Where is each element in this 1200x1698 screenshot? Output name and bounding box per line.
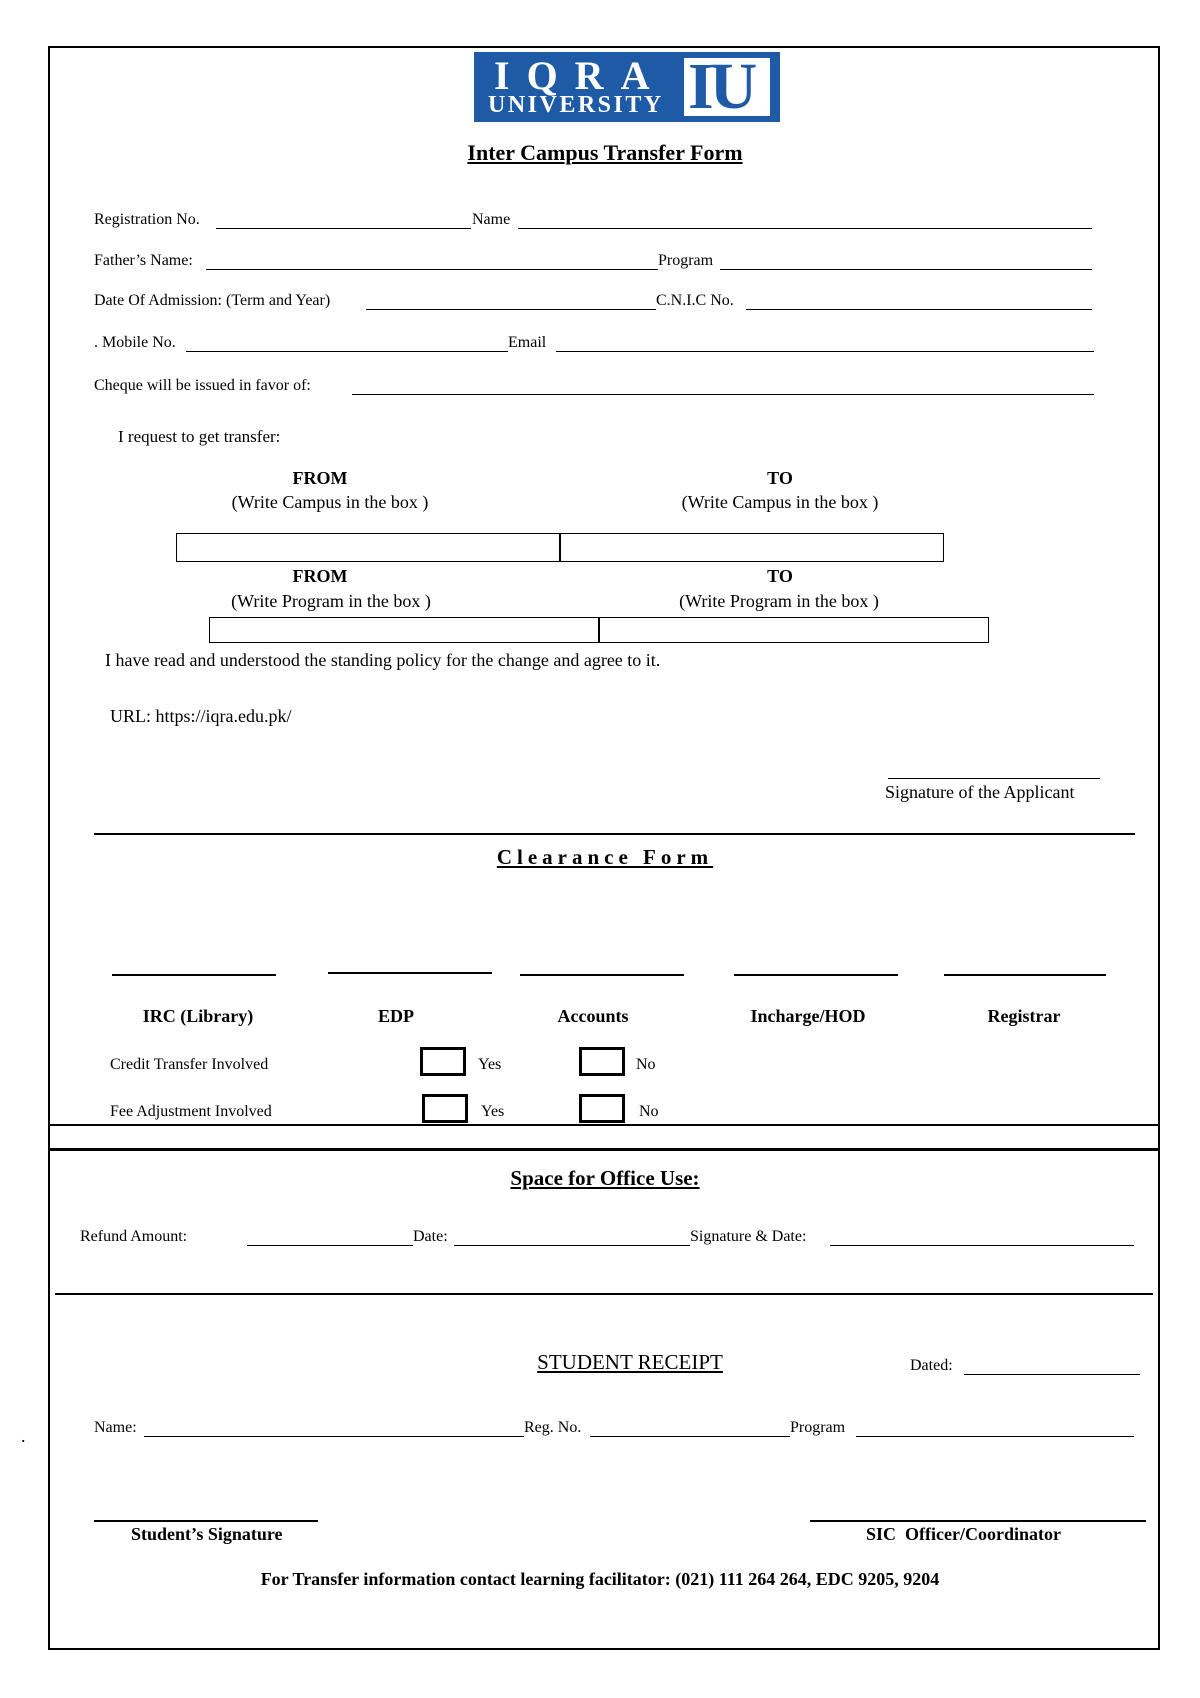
receipt-reg-no-label: Reg. No.	[524, 1419, 582, 1436]
dept-registrar: Registrar	[987, 1006, 1061, 1026]
footer-contact-info: For Transfer information contact learning facilitator: (021) 111 264 264, EDC 9205, 9204	[260, 1569, 940, 1589]
receipt-name-input[interactable]	[144, 1418, 524, 1437]
applicant-signature-line[interactable]	[888, 760, 1100, 779]
program-from-label: FROM	[292, 566, 348, 586]
office-use-divider	[55, 1293, 1153, 1295]
input-program[interactable]	[720, 251, 1092, 270]
registrar-signature-line[interactable]	[944, 974, 1106, 976]
edp-signature-line[interactable]	[328, 972, 492, 974]
input-cnic-no[interactable]	[746, 291, 1092, 310]
sic-officer-label: SIC Officer/Coordinator	[866, 1524, 1061, 1544]
label-mobile-no: . Mobile No.	[94, 334, 176, 351]
receipt-program-label: Program	[790, 1419, 846, 1436]
receipt-dated-label: Dated:	[910, 1357, 953, 1374]
program-to-hint: (Write Program in the box )	[679, 591, 879, 611]
receipt-reg-no-input[interactable]	[590, 1418, 790, 1437]
input-date-of-admission[interactable]	[366, 291, 656, 310]
logo-mark-text: IU	[688, 50, 754, 123]
label-name: Name	[472, 211, 511, 228]
logo-text-university: UNIVERSITY	[488, 92, 664, 118]
section-divider-bottom	[48, 1148, 1160, 1151]
input-registration-no[interactable]	[216, 210, 471, 229]
student-signature-line[interactable]	[94, 1520, 318, 1522]
refund-amount-label: Refund Amount:	[80, 1228, 188, 1245]
refund-amount-input[interactable]	[247, 1227, 413, 1246]
clearance-divider	[94, 833, 1135, 835]
applicant-signature-label: Signature of the Applicant	[885, 782, 1075, 802]
accounts-signature-line[interactable]	[520, 974, 684, 976]
transfer-request-text: I request to get transfer:	[118, 427, 281, 446]
campus-from-hint: (Write Campus in the box )	[231, 492, 429, 512]
side-mark: .	[21, 1426, 26, 1446]
label-registration-no: Registration No.	[94, 211, 200, 228]
credit-transfer-no-label: No	[636, 1056, 656, 1073]
campus-to-label: TO	[767, 468, 793, 488]
fee-adjustment-no-checkbox[interactable]	[579, 1094, 625, 1123]
office-signature-date-input[interactable]	[830, 1227, 1134, 1246]
dept-accounts: Accounts	[557, 1006, 629, 1026]
input-name[interactable]	[518, 210, 1092, 229]
student-receipt-title: STUDENT RECEIPT	[537, 1350, 723, 1374]
office-date-label: Date:	[413, 1228, 448, 1245]
input-fathers-name[interactable]	[206, 251, 658, 270]
fee-adjustment-yes-checkbox[interactable]	[422, 1094, 468, 1123]
iqra-university-logo	[474, 52, 780, 122]
clearance-title: Clearance Form	[496, 845, 714, 869]
form-title: Inter Campus Transfer Form	[467, 140, 743, 165]
fee-adjustment-no-label: No	[639, 1103, 659, 1120]
program-to-label: TO	[767, 566, 793, 586]
dept-irc-library: IRC (Library)	[142, 1006, 254, 1026]
label-fathers-name: Father’s Name:	[94, 252, 193, 269]
input-mobile-no[interactable]	[186, 333, 508, 352]
program-from-box[interactable]	[209, 617, 600, 643]
input-email[interactable]	[556, 333, 1094, 352]
hod-signature-line[interactable]	[734, 974, 898, 976]
label-cheque-favor: Cheque will be issued in favor of:	[94, 377, 311, 394]
campus-from-label: FROM	[292, 468, 348, 488]
logo-text-iqra: IQRA	[494, 53, 667, 98]
sic-officer-signature-line[interactable]	[810, 1520, 1146, 1522]
fee-adjustment-yes-label: Yes	[481, 1103, 505, 1120]
logo-mark	[684, 50, 770, 123]
fee-adjustment-label: Fee Adjustment Involved	[110, 1103, 272, 1120]
receipt-dated-input[interactable]	[964, 1356, 1140, 1375]
campus-to-box[interactable]	[559, 533, 944, 562]
agreement-text: I have read and understood the standing policy for the change and agree to it.	[105, 650, 661, 670]
campus-from-box[interactable]	[176, 533, 561, 562]
label-cnic-no: C.N.I.C No.	[656, 292, 734, 309]
receipt-program-input[interactable]	[856, 1418, 1134, 1437]
office-date-input[interactable]	[454, 1227, 690, 1246]
program-from-hint: (Write Program in the box )	[231, 591, 431, 611]
label-date-of-admission: Date Of Admission: (Term and Year)	[94, 292, 331, 309]
campus-to-hint: (Write Campus in the box )	[681, 492, 879, 512]
url-text: URL: https://iqra.edu.pk/	[110, 706, 292, 726]
label-program: Program	[658, 252, 714, 269]
section-divider-top	[48, 1124, 1160, 1126]
credit-transfer-yes-checkbox[interactable]	[420, 1047, 466, 1076]
label-email: Email	[508, 334, 547, 351]
irc-signature-line[interactable]	[112, 974, 276, 976]
credit-transfer-yes-label: Yes	[478, 1056, 502, 1073]
credit-transfer-no-checkbox[interactable]	[579, 1047, 625, 1076]
office-signature-date-label: Signature & Date:	[690, 1228, 807, 1245]
dept-incharge-hod: Incharge/HOD	[750, 1006, 866, 1026]
dept-edp: EDP	[378, 1006, 414, 1026]
office-use-title: Space for Office Use:	[510, 1166, 700, 1190]
student-signature-label: Student’s Signature	[131, 1524, 283, 1544]
program-to-box[interactable]	[598, 617, 989, 643]
receipt-name-label: Name:	[94, 1419, 137, 1436]
credit-transfer-label: Credit Transfer Involved	[110, 1056, 269, 1073]
input-cheque-favor[interactable]	[352, 376, 1094, 395]
